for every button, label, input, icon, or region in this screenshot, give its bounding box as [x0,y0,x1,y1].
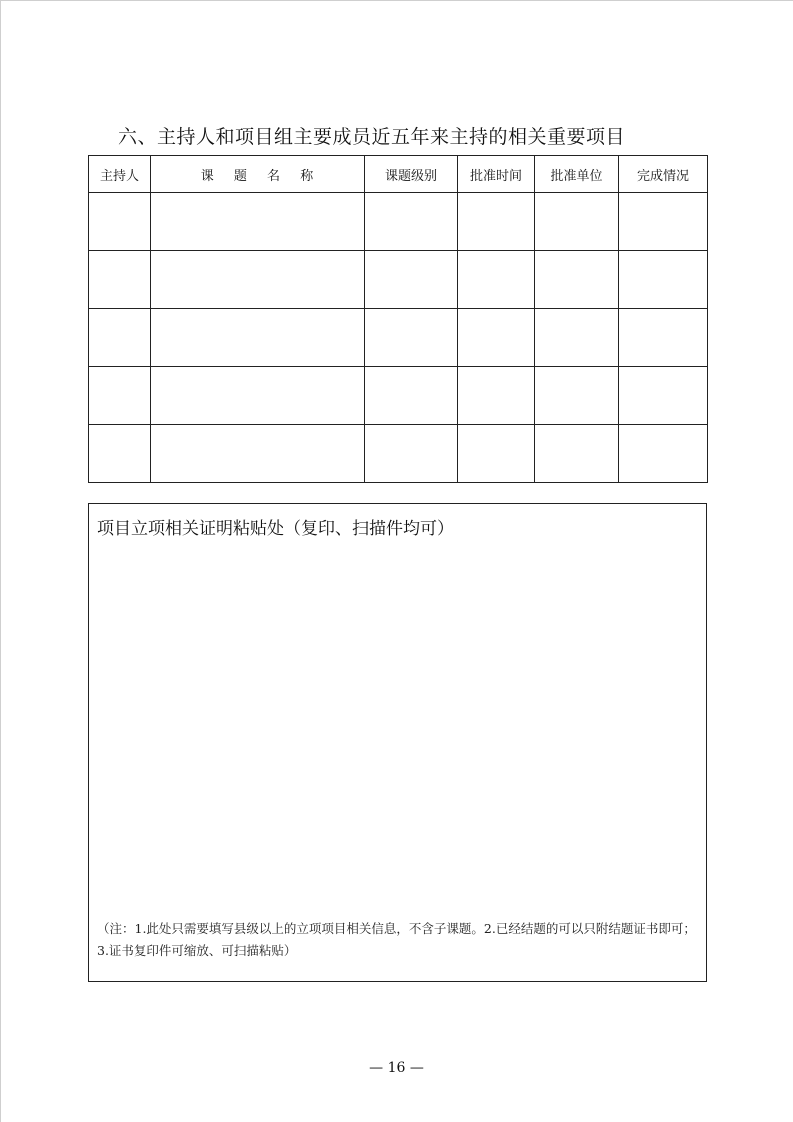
cell-title[interactable] [151,193,365,251]
projects-table [88,155,708,483]
table-row [89,251,708,309]
cell-title[interactable] [151,309,365,367]
cell-completion[interactable] [619,367,708,425]
header-level: 课题级别 [365,156,458,193]
cell-host[interactable] [89,251,151,309]
cell-approval-unit[interactable] [535,251,619,309]
cell-level[interactable] [365,309,458,367]
table-row [89,425,708,483]
cell-title[interactable] [151,367,365,425]
header-title: 课 题 名 称 [151,156,365,193]
cell-title[interactable] [151,425,365,483]
header-completion: 完成情况 [619,156,708,193]
cell-level[interactable] [365,251,458,309]
cell-approval-time[interactable] [458,309,535,367]
page-number: — 16 — [369,1060,424,1076]
cell-level[interactable] [365,367,458,425]
cell-approval-time[interactable] [458,193,535,251]
cell-completion[interactable] [619,251,708,309]
cell-completion[interactable] [619,193,708,251]
table-row [89,309,708,367]
cell-host[interactable] [89,193,151,251]
section-heading: 六、主持人和项目组主要成员近五年来主持的相关重要项目 [118,126,626,148]
cell-approval-time[interactable] [458,425,535,483]
header-host: 主持人 [89,156,151,193]
cell-approval-unit[interactable] [535,309,619,367]
cell-level[interactable] [365,193,458,251]
cell-completion[interactable] [619,425,708,483]
cell-host[interactable] [89,367,151,425]
page-edge-left [0,0,1,1122]
table-header-row [89,156,708,193]
table-row [89,193,708,251]
page-edge-top [0,0,793,1]
cell-approval-time[interactable] [458,367,535,425]
cell-approval-time[interactable] [458,251,535,309]
cell-approval-unit[interactable] [535,367,619,425]
certificate-title: 项目立项相关证明粘贴处（复印、扫描件均可） [97,519,454,539]
cell-host[interactable] [89,425,151,483]
header-approval-unit: 批准单位 [535,156,619,193]
header-approval-time: 批准时间 [458,156,535,193]
certificate-note: （注：1.此处只需要填写县级以上的立项项目相关信息，不含子课题。2.已经结题的可以只附结题证书即可；3.证书复印件可缩放、可扫描粘贴） [97,921,696,958]
table-row [89,367,708,425]
cell-completion[interactable] [619,309,708,367]
cell-approval-unit[interactable] [535,193,619,251]
cell-host[interactable] [89,309,151,367]
cell-level[interactable] [365,425,458,483]
certificate-paste-area[interactable] [88,503,707,982]
cell-title[interactable] [151,251,365,309]
cell-approval-unit[interactable] [535,425,619,483]
